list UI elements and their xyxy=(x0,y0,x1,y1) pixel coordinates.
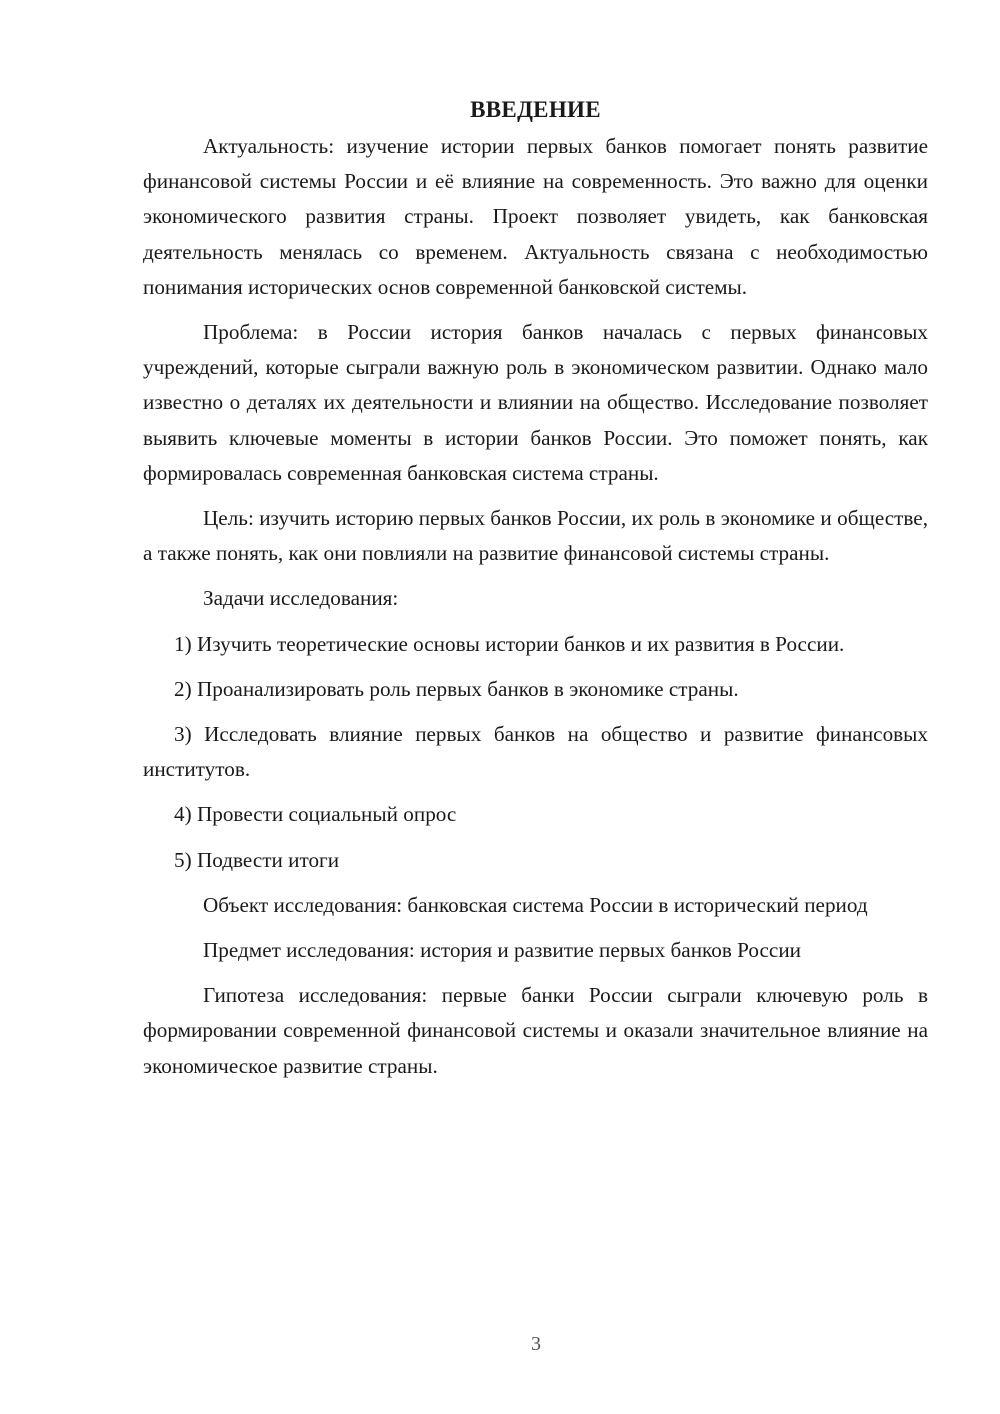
paragraph-subject: Предмет исследования: история и развитие первых банков России xyxy=(203,938,802,963)
paragraph-problem: Проблема: в России история банков началась с первых финансовых учреждений, которые сыграли важную роль в экономическом развитии. Однако мало известно о деталях их деятельности и влиянии на общество. Исследование позволяет выявить ключевые моменты в истории банков России. Это поможет понять, как формировалась современная банковская система страны. xyxy=(143,320,928,485)
page-title: ВВЕДЕНИЕ xyxy=(470,97,601,122)
task-item: 1) Изучить теоретические основы истории банков и их развития в России. xyxy=(174,631,845,656)
paragraph-object: Объект исследования: банковская система России в исторический период xyxy=(203,892,868,917)
paragraph-goal: Цель: изучить историю первых банков России, их роль в экономике и обществе, а также понять, как они повлияли на развитие финансовой системы страны. xyxy=(143,506,928,566)
task-list xyxy=(143,627,928,878)
task-item: 3) Исследовать влияние первых банков на общество и развитие финансовых институтов. xyxy=(143,722,928,782)
task-item: 5) Подвести итоги xyxy=(174,847,340,872)
page-number: 3 xyxy=(531,1333,541,1355)
paragraph-hypothesis: Гипотеза исследования: первые банки России сыграли ключевую роль в формировании современной финансовой системы и оказали значительное влияние на экономическое развитие страны. xyxy=(143,983,928,1078)
paragraph-relevance: Актуальность: изучение истории первых банков помогает понять развитие финансовой системы России и её влияние на современность. Это важно для оценки экономического развития страны. Проект позволяет увидеть, как банковская деятельность менялась со временем. Актуальность связана с необходимостью понимания исторических основ современной банковской системы. xyxy=(143,134,928,299)
task-item: 2) Проанализировать роль первых банков в экономике страны. xyxy=(174,676,739,701)
document-page xyxy=(143,92,928,1094)
paragraph-tasks-heading: Задачи исследования: xyxy=(203,586,399,611)
task-item: 4) Провести социальный опрос xyxy=(174,802,457,827)
